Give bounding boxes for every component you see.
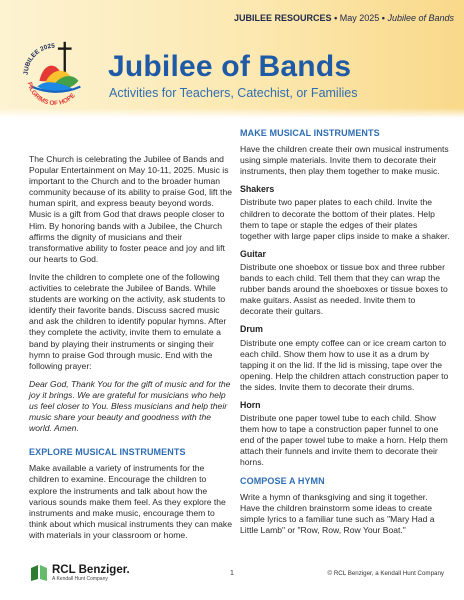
right-column bbox=[240, 128, 450, 543]
separator: • bbox=[381, 13, 385, 23]
left-column bbox=[29, 154, 232, 548]
horn-text: Distribute one paper towel tube to each child. Show them how to tape a construction paper funnel to one end of the paper towel tube to make a horn. Help them attach their funnels and invite them to decorate their horns. bbox=[240, 413, 448, 468]
compose-heading: COMPOSE A HYMN bbox=[240, 475, 325, 486]
explore-text: Make available a variety of instruments for the children to examine. Encourage the children to explore the instruments and talk about how the various sounds make them feel. As they explore the instruments and make music, encourage them to think about which musical instruments they can make with materials in your classroom or home. bbox=[29, 463, 233, 540]
resource-line bbox=[234, 13, 454, 23]
compose-text: Write a hymn of thanksgiving and sing it together. Have the children brainstorm some ideas to create simple lyrics to a familiar tune such as "Mary Had a Little Lamb" or "Row, Row, Row Your Boat." bbox=[240, 491, 435, 535]
jubilee-logo-icon bbox=[16, 34, 94, 112]
publisher-tagline: A Kendall Hunt Company bbox=[52, 576, 108, 582]
drum-text: Distribute one empty coffee can or ice cream carton to each child. Show them how to use it as a drum by tapping it on the lid. If the lid is missing, tape over the opening. Help the children attach construction paper to the sides. Invite them to decorate their drums. bbox=[240, 337, 449, 392]
make-text: Have the children create their own musical instruments using simple materials. Invite them to decorate their instruments, then play them together to make music. bbox=[240, 144, 449, 177]
logo-top-text: JUBILEE 2025 bbox=[22, 42, 56, 76]
logo-bottom-text: PILGRIMS OF HOPE bbox=[25, 81, 77, 108]
page-subtitle: Activities for Teachers, Catechist, or Families bbox=[109, 86, 358, 100]
shakers-text: Distribute two paper plates to each child. Invite the children to decorate the bottom of their plates. Help them to tape or staple the edges of their plates together with large paper clips inside to make a shaker. bbox=[240, 197, 450, 241]
page-title: Jubilee of Bands bbox=[108, 50, 352, 83]
make-heading: MAKE MUSICAL INSTRUMENTS bbox=[240, 128, 380, 138]
guitar-heading: Guitar bbox=[240, 248, 266, 259]
shakers-heading: Shakers bbox=[240, 184, 275, 195]
page-number: 1 bbox=[230, 570, 234, 577]
footer bbox=[0, 556, 464, 600]
publisher-brand[interactable] bbox=[30, 564, 130, 582]
copyright-text: © RCL Benziger, a Kendall Hunt Company bbox=[327, 570, 444, 577]
intro-paragraph: The Church is celebrating the Jubilee of Bands and Popular Entertainment on May 10-11, 2025. Music is important to the Church and to the broader human community because of its ability to praise God, lift the human spirit, and express beauty beyond words. Music is a gift from God that draws people closer to Him. By honoring bands with a Jubilee, the Church affirms the dignity of musicians and their transformative ability to foster peace and joy and lift our hearts to God. bbox=[29, 154, 233, 264]
rcl-logo-icon bbox=[30, 564, 48, 582]
resource-series: Jubilee of Bands bbox=[387, 13, 454, 23]
horn-heading: Horn bbox=[240, 399, 261, 410]
resource-brand: JUBILEE RESOURCES bbox=[234, 13, 332, 23]
separator: • bbox=[334, 13, 338, 23]
prayer-text: Dear God, Thank You for the gift of music and for the joy it brings. We are grateful for musicians who help us feel closer to You. Bless musicians and help their music share your beauty and goodness with the world. Amen. bbox=[29, 378, 231, 434]
instructions-paragraph: Invite the children to complete one of the following activities to celebrate the Jubilee of Bands. While students are working on the activity, ask students to identify their favorite bands. Discuss sacred music and ask the children to identify popular hymns. After they complete the activity, invite them to emulate a band by playing their instruments or singing their hymn to praise God through music. End with the following prayer: bbox=[29, 271, 227, 371]
publisher-name: RCL Benziger. bbox=[52, 564, 130, 576]
guitar-text: Distribute one shoebox or tissue box and three rubber bands to each child. Tell them that they can wrap the rubber bands around the shoeboxes or tissue boxes to make guitars. Assist as needed. Invite them to decorate their guitars. bbox=[240, 261, 448, 317]
resource-date: May 2025 bbox=[339, 13, 380, 23]
drum-heading: Drum bbox=[240, 324, 263, 335]
explore-heading: EXPLORE MUSICAL INSTRUMENTS bbox=[29, 447, 186, 458]
